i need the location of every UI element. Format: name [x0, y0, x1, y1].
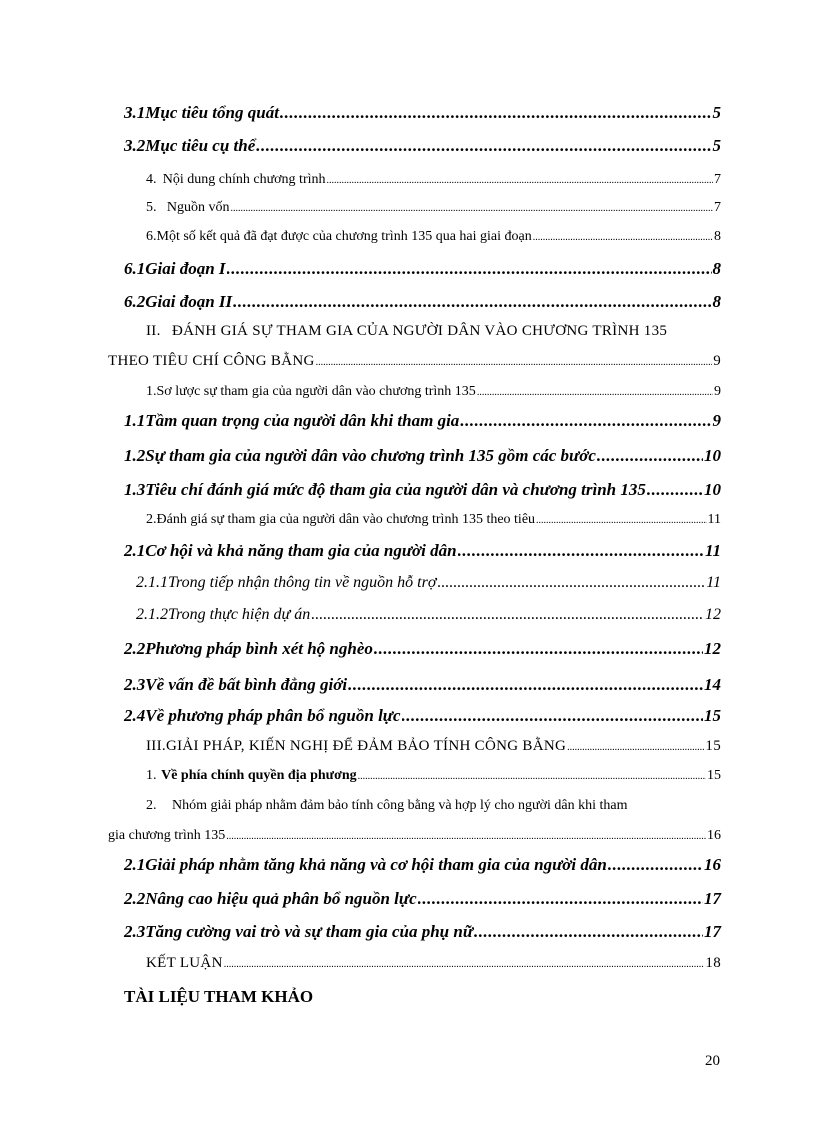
toc-entry-page: 14: [704, 675, 721, 694]
toc-entry: [146, 955, 721, 972]
toc-entry-title: Đánh giá sự tham gia của người dân vào chương trình 135 theo tiêu: [156, 512, 536, 527]
toc-entry-page: 10: [704, 480, 721, 499]
toc-entry-page: 11: [707, 512, 721, 527]
toc-entry-title: ĐÁNH GIÁ SỰ THAM GIA CỦA NGƯỜI DÂN VÀO CHƯƠNG TRÌNH 135: [172, 323, 668, 339]
toc-entry-title: Về vấn đề bất bình đẳng giới: [145, 675, 348, 694]
toc-entry: [124, 259, 721, 279]
toc-entry-title: Mục tiêu tổng quát: [145, 103, 279, 122]
toc-entry-page: 5: [712, 103, 721, 122]
toc-entry: [124, 889, 721, 909]
toc-entry-page: 15: [707, 768, 721, 783]
toc-leader-dots: [231, 203, 713, 214]
toc-leader-dots: [280, 103, 712, 123]
toc-entry-page: 11: [706, 574, 721, 591]
toc-entry-page: 8: [712, 292, 721, 311]
toc-entry-title: Cơ hội và khả năng tham gia của người dân: [145, 541, 457, 560]
toc-entry-title: Nâng cao hiệu quả phân bổ nguồn lực: [145, 889, 417, 908]
toc-entry-number: 2.: [146, 798, 157, 813]
toc-entry-number: 1.: [146, 768, 157, 783]
toc-entry: [136, 574, 721, 592]
toc-entry-title: Tầm quan trọng của người dân khi tham gia: [145, 411, 460, 430]
toc-leader-dots: [647, 480, 703, 500]
toc-leader-dots: [348, 675, 703, 695]
toc-entry-heading: [146, 798, 721, 814]
toc-entry-title-continued: THEO TIÊU CHÍ CÔNG BẰNG: [108, 353, 315, 369]
toc-entry-title: Phương pháp bình xét hộ nghèo: [145, 639, 373, 658]
toc-leader-dots: [474, 922, 703, 942]
toc-entry: [124, 541, 721, 561]
toc-entry-page: 17: [704, 889, 721, 908]
toc-leader-dots: [256, 136, 711, 156]
toc-entry-page: 9: [714, 384, 721, 399]
toc-entry: [136, 606, 721, 624]
toc-entry-number: 3.1: [124, 103, 146, 122]
toc-leader-dots: [460, 411, 711, 431]
toc-entry-number: 2.3: [124, 675, 146, 694]
toc-entry-title: Tiêu chí đánh giá mức độ tham gia của người dân và chương trình 135: [145, 480, 646, 499]
toc-entry: [124, 292, 721, 312]
toc-entry-title: Giai đoạn I: [145, 259, 226, 278]
page-number: 20: [705, 1053, 720, 1069]
toc-entry-title: Về phương pháp phân bổ nguồn lực: [145, 706, 401, 725]
toc-entry-title: Giai đoạn II: [145, 292, 233, 311]
toc-leader-dots: [316, 357, 713, 368]
toc-entry-title: Một số kết quả đã đạt được của chương trình 135 qua hai giai đoạn: [156, 229, 532, 244]
toc-leader-dots: [233, 292, 711, 312]
toc-entry-title: Trong thực hiện dự án: [168, 606, 311, 623]
toc-entry-heading: [146, 323, 721, 340]
toc-leader-dots: [226, 831, 706, 842]
toc-entry-title: Mục tiêu cụ thể: [145, 136, 256, 155]
toc-entry: [124, 855, 721, 875]
toc-entry-title: Sơ lược sự tham gia của người dân vào chương trình 135: [156, 384, 476, 399]
toc-leader-dots: [418, 889, 703, 909]
toc-entry-page: 7: [714, 200, 721, 215]
toc-entry-number: 2.: [146, 512, 157, 527]
toc-leader-dots: [608, 855, 703, 875]
toc-entry-number: 2.2: [124, 889, 146, 908]
toc-leader-dots: [437, 574, 705, 592]
toc-entry-title: KẾT LUẬN: [146, 955, 223, 971]
toc-entry-number: 2.4: [124, 706, 146, 725]
toc-entry-page: 17: [704, 922, 721, 941]
toc-entry-number: 2.3: [124, 922, 146, 941]
toc-entry: [124, 922, 721, 942]
toc-entry-title: Nội dung chính chương trình: [162, 172, 326, 187]
toc-entry-number: 2.1: [124, 541, 146, 560]
toc-entry-number: 6.1: [124, 259, 146, 278]
toc-entry-number: 2.2: [124, 639, 146, 658]
toc-entry: [124, 987, 721, 1007]
toc-entry: [124, 480, 721, 500]
toc-entry: [146, 384, 721, 400]
toc-leader-dots: [358, 771, 706, 782]
toc-entry-title: Nhóm giải pháp nhằm đảm bảo tính công bằng và hợp lý cho người dân khi tham: [172, 798, 628, 813]
toc-entry: [124, 103, 721, 123]
toc-entry: [124, 136, 721, 156]
toc-entry-title: Sự tham gia của người dân vào chương trình 135 gồm các bước: [145, 446, 596, 465]
toc-entry-number: 5.: [146, 200, 157, 215]
toc-entry-number: 1.: [146, 384, 157, 399]
toc-leader-dots: [224, 959, 705, 970]
toc-entry-continuation: [108, 353, 721, 370]
toc-entry-page: 10: [704, 446, 721, 465]
toc-entry-number: 2.1.2: [136, 606, 168, 623]
toc-entry-page: 11: [704, 541, 721, 560]
toc-entry: [124, 706, 721, 726]
toc-entry-number: 2.1: [124, 855, 146, 874]
toc-entry-continuation: [108, 828, 721, 844]
toc-entry: [146, 200, 721, 216]
toc-leader-dots: [597, 446, 703, 466]
toc-entry-title-continued: gia chương trình 135: [108, 828, 226, 843]
toc-entry-title: GIẢI PHÁP, KIẾN NGHỊ ĐỂ ĐẢM BẢO TÍNH CÔNG BẰNG: [165, 738, 567, 754]
toc-entry-page: 7: [714, 172, 721, 187]
toc-leader-dots: [311, 606, 704, 624]
toc-entry: [124, 675, 721, 695]
toc-leader-dots: [533, 232, 713, 243]
toc-entry-heading: [146, 738, 721, 755]
toc-entry-page: 16: [707, 828, 721, 843]
toc-entry-title: TÀI LIỆU THAM KHẢO: [124, 987, 314, 1006]
toc-entry-number: 1.2: [124, 446, 146, 465]
toc-entry: [124, 411, 721, 431]
toc-leader-dots: [477, 387, 713, 398]
toc-leader-dots: [227, 259, 712, 279]
toc-entry-number: 1.1: [124, 411, 146, 430]
toc-leader-dots: [327, 175, 714, 186]
toc-entry-title: Tăng cường vai trò và sự tham gia của phụ nữ: [145, 922, 474, 941]
toc-entry-number: 1.3: [124, 480, 146, 499]
toc-entry-number: II.: [146, 323, 161, 339]
toc-entry: [146, 172, 721, 188]
toc-entry-page: 16: [704, 855, 721, 874]
toc-entry-page: 18: [705, 955, 721, 971]
toc-entry-number: 4.: [146, 172, 157, 187]
toc-entry: [146, 512, 721, 528]
toc-leader-dots: [458, 541, 704, 561]
toc-entry-page: 12: [704, 639, 721, 658]
toc-leader-dots: [567, 742, 704, 753]
toc-entry: [124, 446, 721, 466]
toc-entry-title: Trong tiếp nhận thông tin về nguồn hỗ trợ: [168, 574, 437, 591]
toc-entry: [146, 768, 721, 784]
toc-entry-page: 15: [704, 706, 721, 725]
toc-entry-title: Nguồn vốn: [166, 200, 230, 215]
toc-leader-dots: [536, 515, 706, 526]
toc-entry-title: Về phía chính quyền địa phương: [161, 768, 357, 783]
toc-entry-number: III.: [146, 738, 166, 754]
toc-entry-page: 9: [712, 411, 721, 430]
toc-entry-title: Giải pháp nhằm tăng khả năng và cơ hội tham gia của người dân: [145, 855, 607, 874]
toc-entry-page: 8: [712, 259, 721, 278]
toc-entry: [124, 639, 721, 659]
toc-entry-number: 2.1.1: [136, 574, 168, 591]
toc-entry-page: 5: [712, 136, 721, 155]
toc-leader-dots: [374, 639, 703, 659]
toc-entry-page: 12: [705, 606, 721, 623]
toc-entry: [146, 229, 721, 245]
toc-entry-number: 6.: [146, 229, 157, 244]
toc-entry-number: 3.2: [124, 136, 146, 155]
toc-entry-number: 6.2: [124, 292, 146, 311]
toc-leader-dots: [402, 706, 703, 726]
toc-entry-page: 9: [713, 353, 721, 369]
toc-entry-page: 15: [705, 738, 721, 754]
toc-entry-page: 8: [714, 229, 721, 244]
